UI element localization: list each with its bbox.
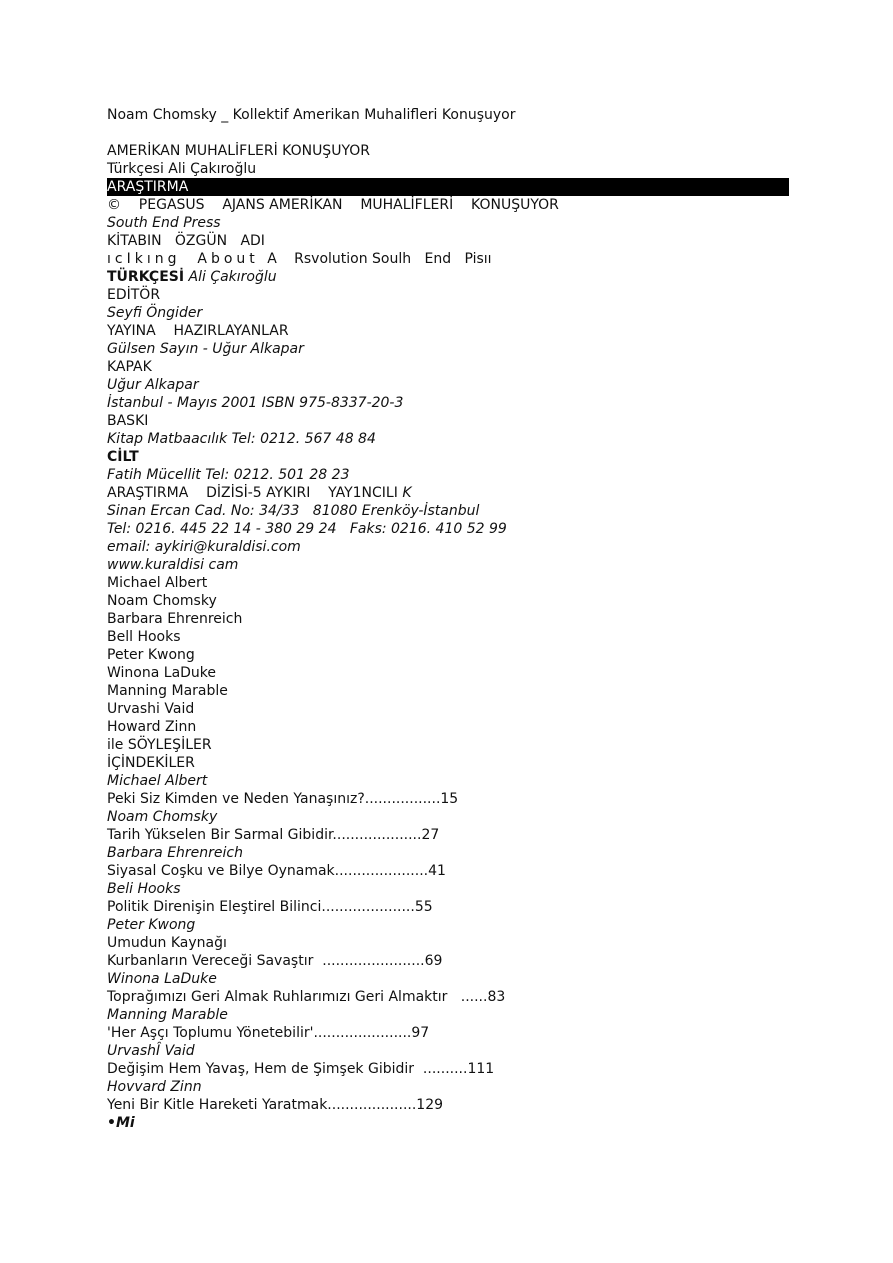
toc-author: Hovvard Zinn — [107, 1079, 202, 1095]
original-title-rest: Rsvolution Soulh End Pisıı — [280, 251, 492, 267]
translator-line: Türkçesi Ali Çakıroğlu — [107, 161, 257, 177]
contributor: Noam Chomsky — [107, 593, 217, 609]
turkish-name: Ali Çakıroğlu — [184, 269, 277, 285]
editor-label: EDİTÖR — [107, 287, 161, 303]
prep-names: Gülsen Sayın - Uğur Alkapar — [107, 341, 304, 357]
contributor: Manning Marable — [107, 683, 228, 699]
original-title-spaced: ıcIkıng About A — [107, 251, 281, 267]
prep-label: YAYINA HAZIRLAYANLAR — [107, 323, 289, 339]
contents-heading: İÇİNDEKİLER — [107, 755, 195, 771]
toc-author: Winona LaDuke — [107, 971, 217, 987]
copyright-line: © PEGASUS AJANS AMERİKAN MUHALİFLERİ KONUŞUYOR — [107, 197, 559, 213]
phone-line: Tel: 0216. 445 22 14 - 380 29 24 Faks: 0216. 410 52 99 — [107, 521, 507, 537]
book-title: AMERİKAN MUHALİFLERİ KONUŞUYOR — [107, 143, 370, 159]
interviews-line: ile SÖYLEŞİLER — [107, 737, 212, 753]
binding-info: Fatih Mücellit Tel: 0212. 501 28 23 — [107, 467, 350, 483]
toc-entry: Toprağımızı Geri Almak Ruhlarımızı Geri Almaktır ......83 — [107, 989, 506, 1005]
contributor: Winona LaDuke — [107, 665, 217, 681]
document-page — [107, 106, 789, 1132]
toc-author: Manning Marable — [107, 1007, 228, 1023]
original-publisher: South End Press — [107, 215, 221, 231]
editor-name: Seyfi Öngider — [107, 305, 203, 321]
series-line-k: K — [402, 485, 412, 501]
footer-mark: •Mi — [107, 1115, 135, 1131]
toc-entry: 'Her Aşçı Toplumu Yönetebilir'......................97 — [107, 1025, 430, 1041]
cover-name: Uğur Alkapar — [107, 377, 199, 393]
toc-entry: Tarih Yükselen Bir Sarmal Gibidir....................27 — [107, 827, 440, 843]
toc-entry: Değişim Hem Yavaş, Hem de Şimşek Gibidir ..........111 — [107, 1061, 495, 1077]
toc-author: Noam Chomsky — [107, 809, 218, 825]
contributor: Peter Kwong — [107, 647, 195, 663]
contributor: Howard Zinn — [107, 719, 197, 735]
email-line: email: aykiri@kuraldisi.com — [107, 539, 301, 555]
series-line — [107, 484, 789, 502]
turkish-label: TÜRKÇESİ — [107, 269, 185, 285]
toc-entry: Kurbanların Vereceği Savaştır .......................69 — [107, 953, 443, 969]
toc-author: Michael Albert — [107, 773, 208, 789]
series-bar: ARAŞTIRMA — [107, 178, 789, 196]
toc-author: UrvashÎ Vaid — [107, 1043, 195, 1059]
toc-author: Beli Hooks — [107, 881, 181, 897]
contributor: Barbara Ehrenreich — [107, 611, 243, 627]
cover-label: KAPAK — [107, 359, 152, 375]
turkish-line — [107, 268, 789, 286]
page-header: Noam Chomsky _ Kollektif Amerikan Muhalifleri Konuşuyor — [107, 107, 516, 123]
original-title-label: KİTABIN ÖZGÜN ADI — [107, 233, 265, 249]
toc-entry: Siyasal Coşku ve Bilye Oynamak.....................41 — [107, 863, 446, 879]
contributor: Bell Hooks — [107, 629, 181, 645]
isbn-line: İstanbul - Mayıs 2001 ISBN 975-8337-20-3 — [107, 395, 404, 411]
toc-author: Barbara Ehrenreich — [107, 845, 243, 861]
binding-label: CİLT — [107, 449, 139, 465]
print-label: BASKI — [107, 413, 149, 429]
toc-entry: Politik Direnişin Eleştirel Bilinci.....................55 — [107, 899, 433, 915]
series-line-main: ARAŞTIRMA DİZİSİ-5 AYKIRI YAY1NCILI — [107, 485, 403, 501]
toc-author: Peter Kwong — [107, 917, 196, 933]
print-info: Kitap Matbaacılık Tel: 0212. 567 48 84 — [107, 431, 376, 447]
contributor: Urvashi Vaid — [107, 701, 195, 717]
original-title — [107, 250, 789, 268]
web-line: www.kuraldisi cam — [107, 557, 239, 573]
toc-entry: Yeni Bir Kitle Hareketi Yaratmak....................129 — [107, 1097, 444, 1113]
contributor: Michael Albert — [107, 575, 208, 591]
toc-entry: Umudun Kaynağı — [107, 935, 227, 951]
address-line: Sinan Ercan Cad. No: 34/33 81080 Erenköy-İstanbul — [107, 503, 480, 519]
toc-entry: Peki Siz Kimden ve Neden Yanaşınız?.................15 — [107, 791, 459, 807]
